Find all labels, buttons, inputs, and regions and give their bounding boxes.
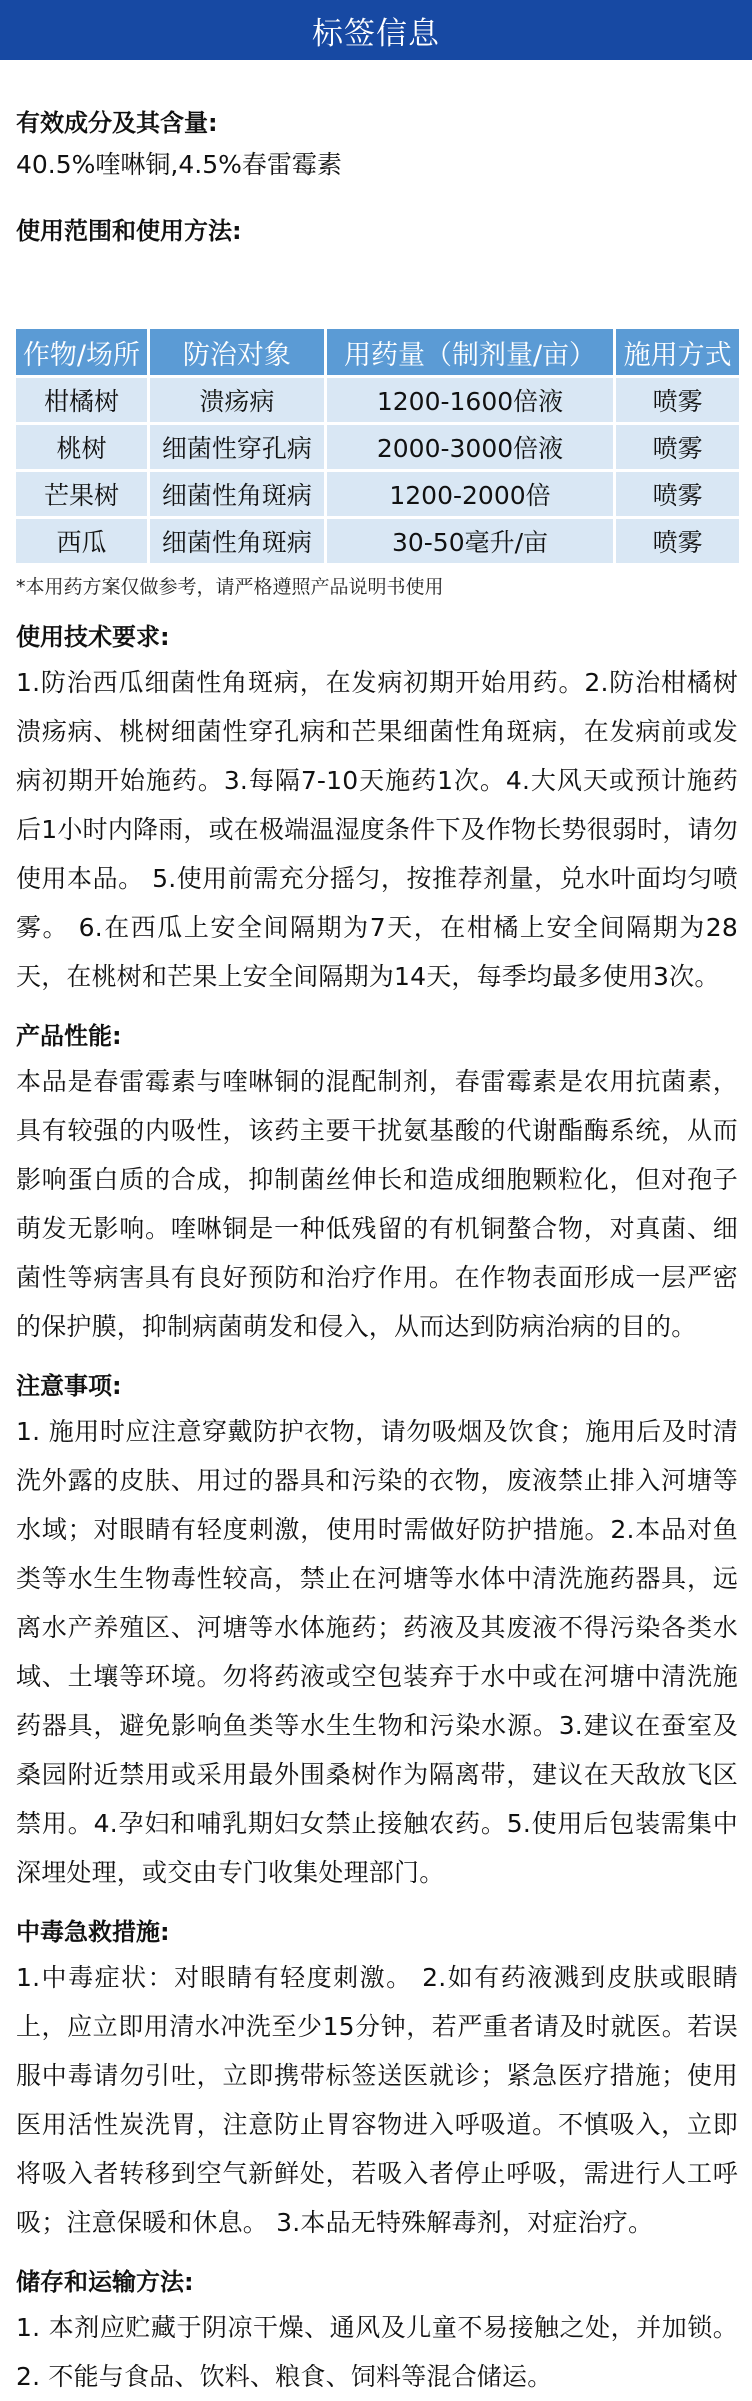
cell-crop: 桃树 bbox=[16, 425, 147, 469]
table-row bbox=[16, 378, 739, 422]
technical-text: 1.防治西瓜细菌性角斑病，在发病初期开始用药。2.防治柑橘树溃疡病、桃树细菌性穿孔病和芒果细菌性角斑病，在发病前或发病初期开始施药。3.每隔7-10天施药1次。4.大风天或预计施药后1小时内降雨，或在极端温湿度条件下及作物长势很弱时，请勿使用本品。 5.使用前需充分摇匀，按推荐剂量，兑水叶面均匀喷雾。 6.在西瓜上安全间隔期为7天，在柑橘上安全间隔期为28天，在桃树和芒果上安全间隔期为14天，每季均最多使用3次。 bbox=[16, 668, 738, 991]
cell-dosage: 1200-2000倍 bbox=[327, 472, 613, 516]
first-aid-text: 1.中毒症状：对眼睛有轻度刺激。 2.如有药液溅到皮肤或眼睛上，应立即用清水冲洗至少15分钟，若严重者请及时就医。若误服中毒请勿引吐，立即携带标签送医就诊；紧急医疗措施；使用医用活性炭洗胃，注意防止胃容物进入呼吸道。不慎吸入，立即将吸入者转移到空气新鲜处，若吸入者停止呼吸，需进行人工呼吸；注意保暖和休息。 3.本品无特殊解毒剂，对症治疗。 bbox=[16, 1963, 738, 2237]
ingredients-title: 有效成分及其含量: bbox=[16, 109, 218, 137]
cell-method: 喷雾 bbox=[616, 378, 739, 422]
table-row bbox=[16, 519, 739, 563]
cell-crop: 芒果树 bbox=[16, 472, 147, 516]
cell-method: 喷雾 bbox=[616, 425, 739, 469]
header-dosage: 用药量（制剂量/亩） bbox=[327, 329, 613, 375]
page-header bbox=[0, 0, 752, 60]
header-method: 施用方式 bbox=[616, 329, 739, 375]
ingredients-value: 40.5%喹啉铜,4.5%春雷霉素 bbox=[16, 150, 342, 179]
table-row bbox=[16, 425, 739, 469]
usage-footnote: *本用药方案仅做参考，请严格遵照产品说明书使用 bbox=[16, 576, 444, 598]
cell-crop: 柑橘树 bbox=[16, 378, 147, 422]
performance-title: 产品性能: bbox=[16, 1022, 122, 1050]
first-aid-title: 中毒急救措施: bbox=[16, 1918, 170, 1946]
cell-target: 细菌性穿孔病 bbox=[150, 425, 324, 469]
cell-dosage: 2000-3000倍液 bbox=[327, 425, 613, 469]
header-crop: 作物/场所 bbox=[16, 329, 147, 375]
cell-target: 细菌性角斑病 bbox=[150, 472, 324, 516]
table-row bbox=[16, 472, 739, 516]
storage-title: 储存和运输方法: bbox=[16, 2268, 194, 2296]
performance-text: 本品是春雷霉素与喹啉铜的混配制剂，春雷霉素是农用抗菌素，具有较强的内吸性，该药主要干扰氨基酸的代谢酯酶系统，从而影响蛋白质的合成，抑制菌丝伸长和造成细胞颗粒化，但对孢子萌发无影响。喹啉铜是一种低残留的有机铜螯合物，对真菌、细菌性等病害具有良好预防和治疗作用。在作物表面形成一层严密的保护膜，抑制病菌萌发和侵入，从而达到防病治病的目的。 bbox=[16, 1067, 738, 1341]
cell-dosage: 30-50毫升/亩 bbox=[327, 519, 613, 563]
cell-crop: 西瓜 bbox=[16, 519, 147, 563]
cell-target: 细菌性角斑病 bbox=[150, 519, 324, 563]
cell-target: 溃疡病 bbox=[150, 378, 324, 422]
precautions-title: 注意事项: bbox=[16, 1372, 122, 1400]
usage-table-header-row bbox=[16, 329, 739, 375]
cell-method: 喷雾 bbox=[616, 519, 739, 563]
usage-table bbox=[13, 326, 742, 566]
cell-dosage: 1200-1600倍液 bbox=[327, 378, 613, 422]
storage-text: 1. 本剂应贮藏于阴凉干燥、通风及儿童不易接触之处，并加锁。 2. 不能与食品、饮料、粮食、饲料等混合储运。 bbox=[16, 2313, 738, 2391]
label-content bbox=[0, 102, 752, 2401]
technical-title: 使用技术要求: bbox=[16, 623, 170, 651]
precautions-text: 1. 施用时应注意穿戴防护衣物，请勿吸烟及饮食；施用后及时清洗外露的皮肤、用过的器具和污染的衣物，废液禁止排入河塘等水域；对眼睛有轻度刺激，使用时需做好防护措施。2.本品对鱼类等水生生物毒性较高，禁止在河塘等水体中清洗施药器具，远离水产养殖区、河塘等水体施药；药液及其废液不得污染各类水域、土壤等环境。勿将药液或空包装弃于水中或在河塘中清洗施药器具，避免影响鱼类等水生生物和污染水源。3.建议在蚕室及桑园附近禁用或采用最外围桑树作为隔离带，建议在天敌放飞区禁用。4.孕妇和哺乳期妇女禁止接触农药。5.使用后包装需集中深埋处理，或交由专门收集处理部门。 bbox=[16, 1417, 738, 1887]
header-target: 防治对象 bbox=[150, 329, 324, 375]
page-title: 标签信息 bbox=[312, 15, 440, 52]
usage-title: 使用范围和使用方法: bbox=[16, 217, 242, 245]
cell-method: 喷雾 bbox=[616, 472, 739, 516]
